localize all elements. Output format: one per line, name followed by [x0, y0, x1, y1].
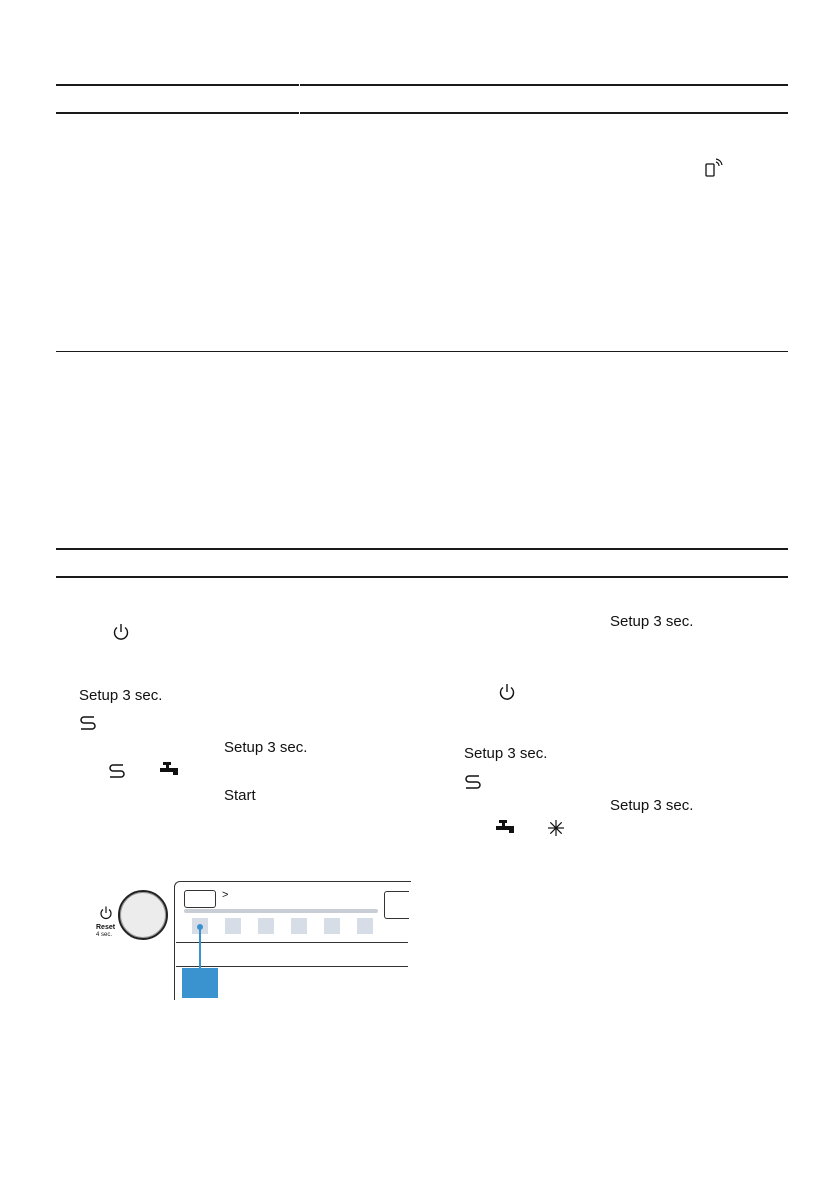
rinse-icon [78, 714, 98, 730]
table-top-rule [56, 84, 788, 86]
rinse-icon [107, 762, 127, 778]
panel-divider-1 [176, 942, 408, 943]
panel-button-5[interactable] [324, 918, 340, 934]
snowflake-icon [546, 818, 566, 838]
start-label: Start [224, 787, 256, 804]
panel-display-box [184, 890, 216, 908]
table-header-rule [56, 112, 788, 114]
tap-icon [494, 818, 518, 838]
callout-line [199, 928, 201, 968]
program-knob[interactable] [118, 890, 168, 940]
setup-label-2: Setup 3 sec. [224, 739, 308, 756]
callout-highlight-box [182, 968, 218, 998]
power-icon [111, 622, 131, 642]
table2-header-rule [56, 576, 788, 578]
power-icon [497, 682, 517, 702]
panel-button-3[interactable] [258, 918, 274, 934]
setup-label-right-mid: Setup 3 sec. [464, 745, 548, 762]
panel-divider-2 [176, 966, 408, 967]
panel-button-6[interactable] [357, 918, 373, 934]
panel-progress-bar [184, 909, 378, 913]
tap-icon [158, 760, 182, 780]
reset-label: Reset [96, 924, 116, 931]
panel-right-box [384, 891, 409, 919]
setup-label-right-bottom: Setup 3 sec. [610, 797, 694, 814]
setup-label: Setup 3 sec. [79, 687, 163, 704]
remote-start-icon [704, 157, 724, 177]
panel-button-2[interactable] [225, 918, 241, 934]
table-row-rule [56, 351, 788, 352]
header-col-divider-1 [299, 84, 300, 114]
control-panel-power-icon [98, 905, 114, 921]
reset-sub-label: 4 sec. [96, 932, 113, 938]
setup-label-right-top: Setup 3 sec. [610, 613, 694, 630]
panel-chevron: > [222, 889, 229, 901]
table2-top-rule [56, 548, 788, 550]
panel-button-4[interactable] [291, 918, 307, 934]
rinse-icon [463, 773, 483, 789]
